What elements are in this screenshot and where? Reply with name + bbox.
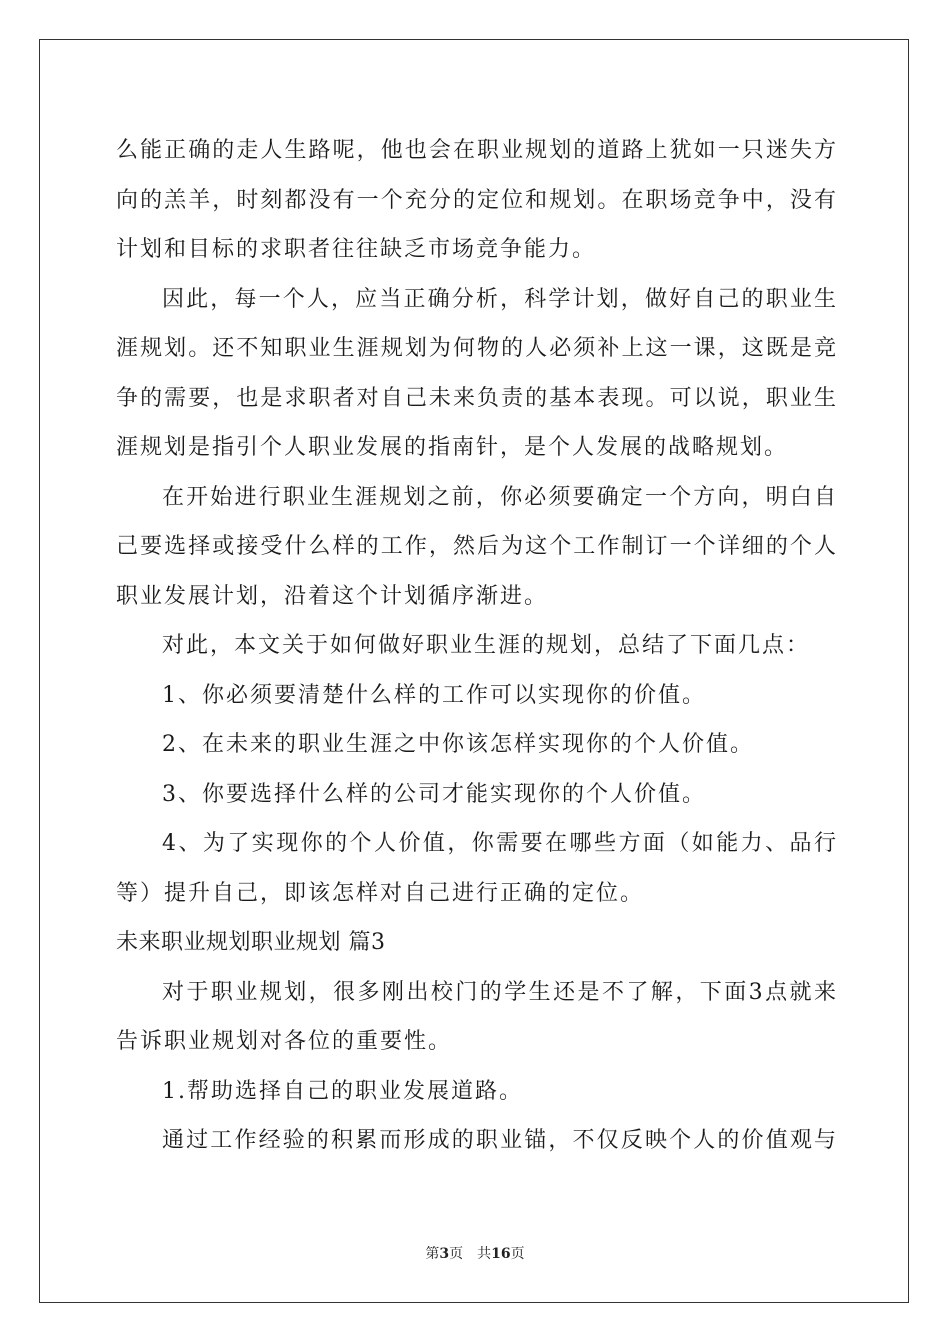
text-line: 对此，本文关于如何做好职业生涯的规划，总结了下面几点： xyxy=(162,633,811,658)
text-line: 争的需要，也是求职者对自己未来负责的基本表现。可以说，职业生 xyxy=(116,385,836,411)
footer-prefix: 第 xyxy=(425,1246,440,1262)
document-body xyxy=(116,126,836,1166)
footer-current-page: 3 xyxy=(439,1246,450,1262)
text-line: 职业发展计划，沿着这个计划循序渐进。 xyxy=(116,583,549,609)
text-line: 告诉职业规划对各位的重要性。 xyxy=(116,1029,453,1054)
text-line: 向的羔羊，时刻都没有一个充分的定位和规划。在职场竞争中，没有 xyxy=(116,187,836,213)
text-line: 等）提升自己，即该怎样对自己进行正确的定位。 xyxy=(116,880,645,906)
text-line: 么能正确的走人生路呢，他也会在职业规划的道路上犹如一只迷失方 xyxy=(116,138,836,163)
text-line: 涯规划。还不知职业生涯规划为何物的人必须补上这一课，这既是竞 xyxy=(116,336,836,361)
text-line: 因此，每一个人，应当正确分析，科学计划，做好自己的职业生 xyxy=(162,286,836,312)
text-line: 在开始进行职业生涯规划之前，你必须要确定一个方向，明白自 xyxy=(162,484,836,510)
text-line: 计划和目标的求职者往往缺乏市场竞争能力。 xyxy=(116,237,597,262)
text-line: 1.帮助选择自己的职业发展道路。 xyxy=(162,1078,523,1104)
text-line: 4、为了实现你的个人价值，你需要在哪些方面（如能力、品行 xyxy=(162,831,836,856)
footer-middle: 页 共 xyxy=(449,1246,492,1262)
text-line: 2、在未来的职业生涯之中你该怎样实现你的个人价值。 xyxy=(162,732,754,757)
text-line: 己要选择或接受什么样的工作，然后为这个工作制订一个详细的个人 xyxy=(116,534,836,559)
footer-total-pages: 16 xyxy=(491,1246,511,1262)
text-line: 对于职业规划，很多刚出校门的学生还是不了解，下面3点就来 xyxy=(162,979,836,1005)
text-line: 1、你必须要清楚什么样的工作可以实现你的价值。 xyxy=(162,682,706,708)
section-heading: 未来职业规划职业规划 篇3 xyxy=(116,930,386,955)
footer-suffix: 页 xyxy=(510,1246,525,1262)
text-line: 通过工作经验的积累而形成的职业锚，不仅反映个人的价值观与 xyxy=(162,1128,836,1153)
text-line: 3、你要选择什么样的公司才能实现你的个人价值。 xyxy=(162,781,706,807)
page-footer xyxy=(0,1243,950,1263)
text-line: 涯规划是指引个人职业发展的指南针，是个人发展的战略规划。 xyxy=(116,435,789,460)
